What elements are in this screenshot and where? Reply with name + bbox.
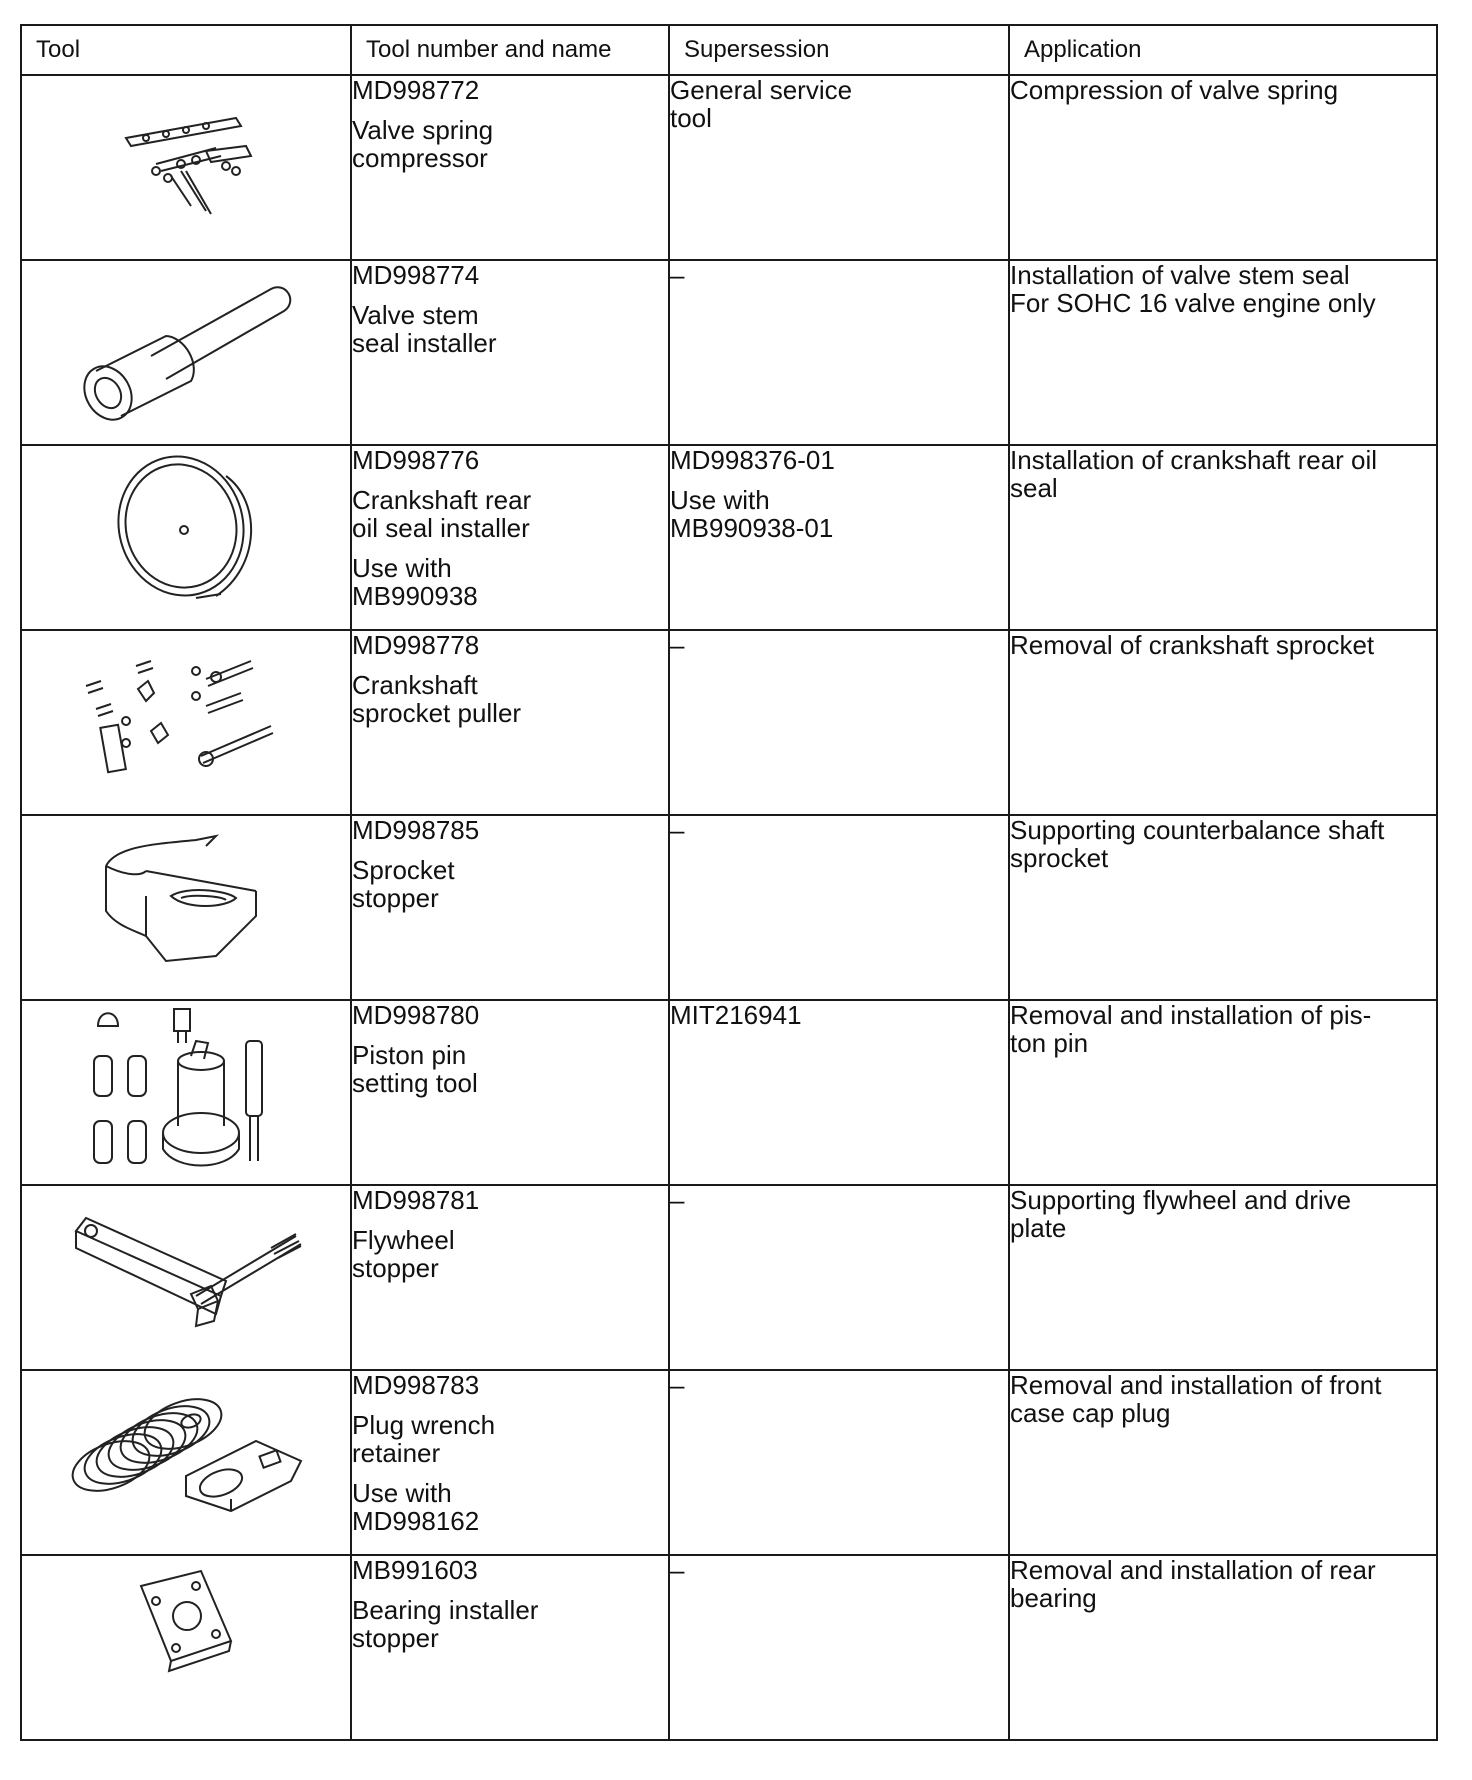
supersession: – [670,630,685,660]
tool-number-name-cell [351,630,669,815]
tool-image-cell [21,445,351,630]
table-row [21,445,1437,630]
crankshaft-rear-oil-seal-installer-illustration [86,446,286,616]
header-tool-number-and-name: Tool number and name [351,25,669,75]
application-cell [1009,75,1437,260]
supersession: – [670,1555,685,1585]
header-row [21,25,1437,75]
tool-image-cell [21,260,351,445]
tool-name: Plug wrench retainer [352,1410,496,1468]
tool-number: MD998781 [352,1185,480,1215]
flywheel-stopper-illustration [46,1186,326,1336]
supersession: General service tool [670,75,853,133]
table-row [21,1185,1437,1370]
table-row [21,1000,1437,1185]
tool-number-name-cell [351,260,669,445]
crankshaft-sprocket-puller-illustration [66,631,306,791]
application: Installation of crankshaft rear oil seal [1010,445,1378,503]
supersession-note: Use with MB990938-01 [670,485,834,543]
tool-name: Piston pin setting tool [352,1040,478,1098]
table-row [21,260,1437,445]
tool-number: MB991603 [352,1555,478,1585]
tool-image-cell [21,1370,351,1555]
tool-name: Crankshaft rear oil seal installer [352,485,532,543]
supersession-cell [669,1000,1009,1185]
tool-name: Valve spring compressor [352,115,494,173]
tool-image-cell [21,75,351,260]
header-supersession: Supersession [669,25,1009,75]
application-cell [1009,1185,1437,1370]
tool-number-name-cell [351,815,669,1000]
tool-number-name-cell [351,445,669,630]
valve-spring-compressor-illustration [86,76,286,226]
supersession-cell [669,1555,1009,1740]
valve-stem-seal-installer-illustration [56,261,316,431]
table-row [21,1370,1437,1555]
tool-name: Crankshaft sprocket puller [352,670,522,728]
supersession-cell [669,815,1009,1000]
tool-number: MD998785 [352,815,480,845]
application: Removal and installation of rear bearing [1010,1555,1376,1613]
tool-number: MD998780 [352,1000,480,1030]
application: Installation of valve stem seal For SOHC 16 valve engine only [1010,260,1376,318]
application: Removal and installation of pis- ton pin [1010,1000,1372,1058]
tool-number: MD998772 [352,75,480,105]
application: Compression of valve spring [1010,75,1339,105]
tool-name: Sprocket stopper [352,855,455,913]
sprocket-stopper-illustration [76,816,296,976]
tool-image-cell [21,630,351,815]
tool-number: MD998778 [352,630,480,660]
supersession: – [670,815,685,845]
special-tools-table [20,24,1438,1741]
application: Removal of crankshaft sprocket [1010,630,1375,660]
table-row [21,815,1437,1000]
tool-name: Bearing installer stopper [352,1595,539,1653]
supersession-cell [669,630,1009,815]
plug-wrench-retainer-illustration [51,1371,321,1521]
tool-number: MD998776 [352,445,480,475]
tool-name: Valve stem seal installer [352,300,497,358]
table-row [21,75,1437,260]
application-cell [1009,1000,1437,1185]
supersession-cell [669,1370,1009,1555]
supersession: – [670,1185,685,1215]
application-cell [1009,1370,1437,1555]
supersession-cell [669,1185,1009,1370]
application: Supporting flywheel and drive plate [1010,1185,1352,1243]
tool-image-cell [21,815,351,1000]
tool-number-name-cell [351,1000,669,1185]
application-cell [1009,815,1437,1000]
supersession: MD998376-01 [670,445,835,475]
supersession: – [670,260,685,290]
application-cell [1009,445,1437,630]
header-application: Application [1009,25,1437,75]
tool-number-name-cell [351,1185,669,1370]
tool-number: MD998783 [352,1370,480,1400]
application-cell [1009,1555,1437,1740]
piston-pin-setting-tool-illustration [66,1001,306,1176]
application-cell [1009,630,1437,815]
table-row [21,630,1437,815]
supersession-cell [669,260,1009,445]
bearing-installer-stopper-illustration [121,1556,251,1686]
tool-number: MD998774 [352,260,480,290]
tool-note: Use with MB990938 [352,553,478,611]
table-row [21,1555,1437,1740]
application: Supporting counterbalance shaft sprocket [1010,815,1385,873]
header-tool: Tool [21,25,351,75]
supersession: – [670,1370,685,1400]
supersession-cell [669,75,1009,260]
supersession: MIT216941 [670,1000,802,1030]
tool-image-cell [21,1185,351,1370]
application: Removal and installation of front case cap plug [1010,1370,1382,1428]
supersession-cell [669,445,1009,630]
tool-image-cell [21,1555,351,1740]
application-cell [1009,260,1437,445]
tool-image-cell [21,1000,351,1185]
tool-name: Flywheel stopper [352,1225,455,1283]
tool-number-name-cell [351,1370,669,1555]
tool-number-name-cell [351,1555,669,1740]
tool-note: Use with MD998162 [352,1478,480,1536]
tool-number-name-cell [351,75,669,260]
